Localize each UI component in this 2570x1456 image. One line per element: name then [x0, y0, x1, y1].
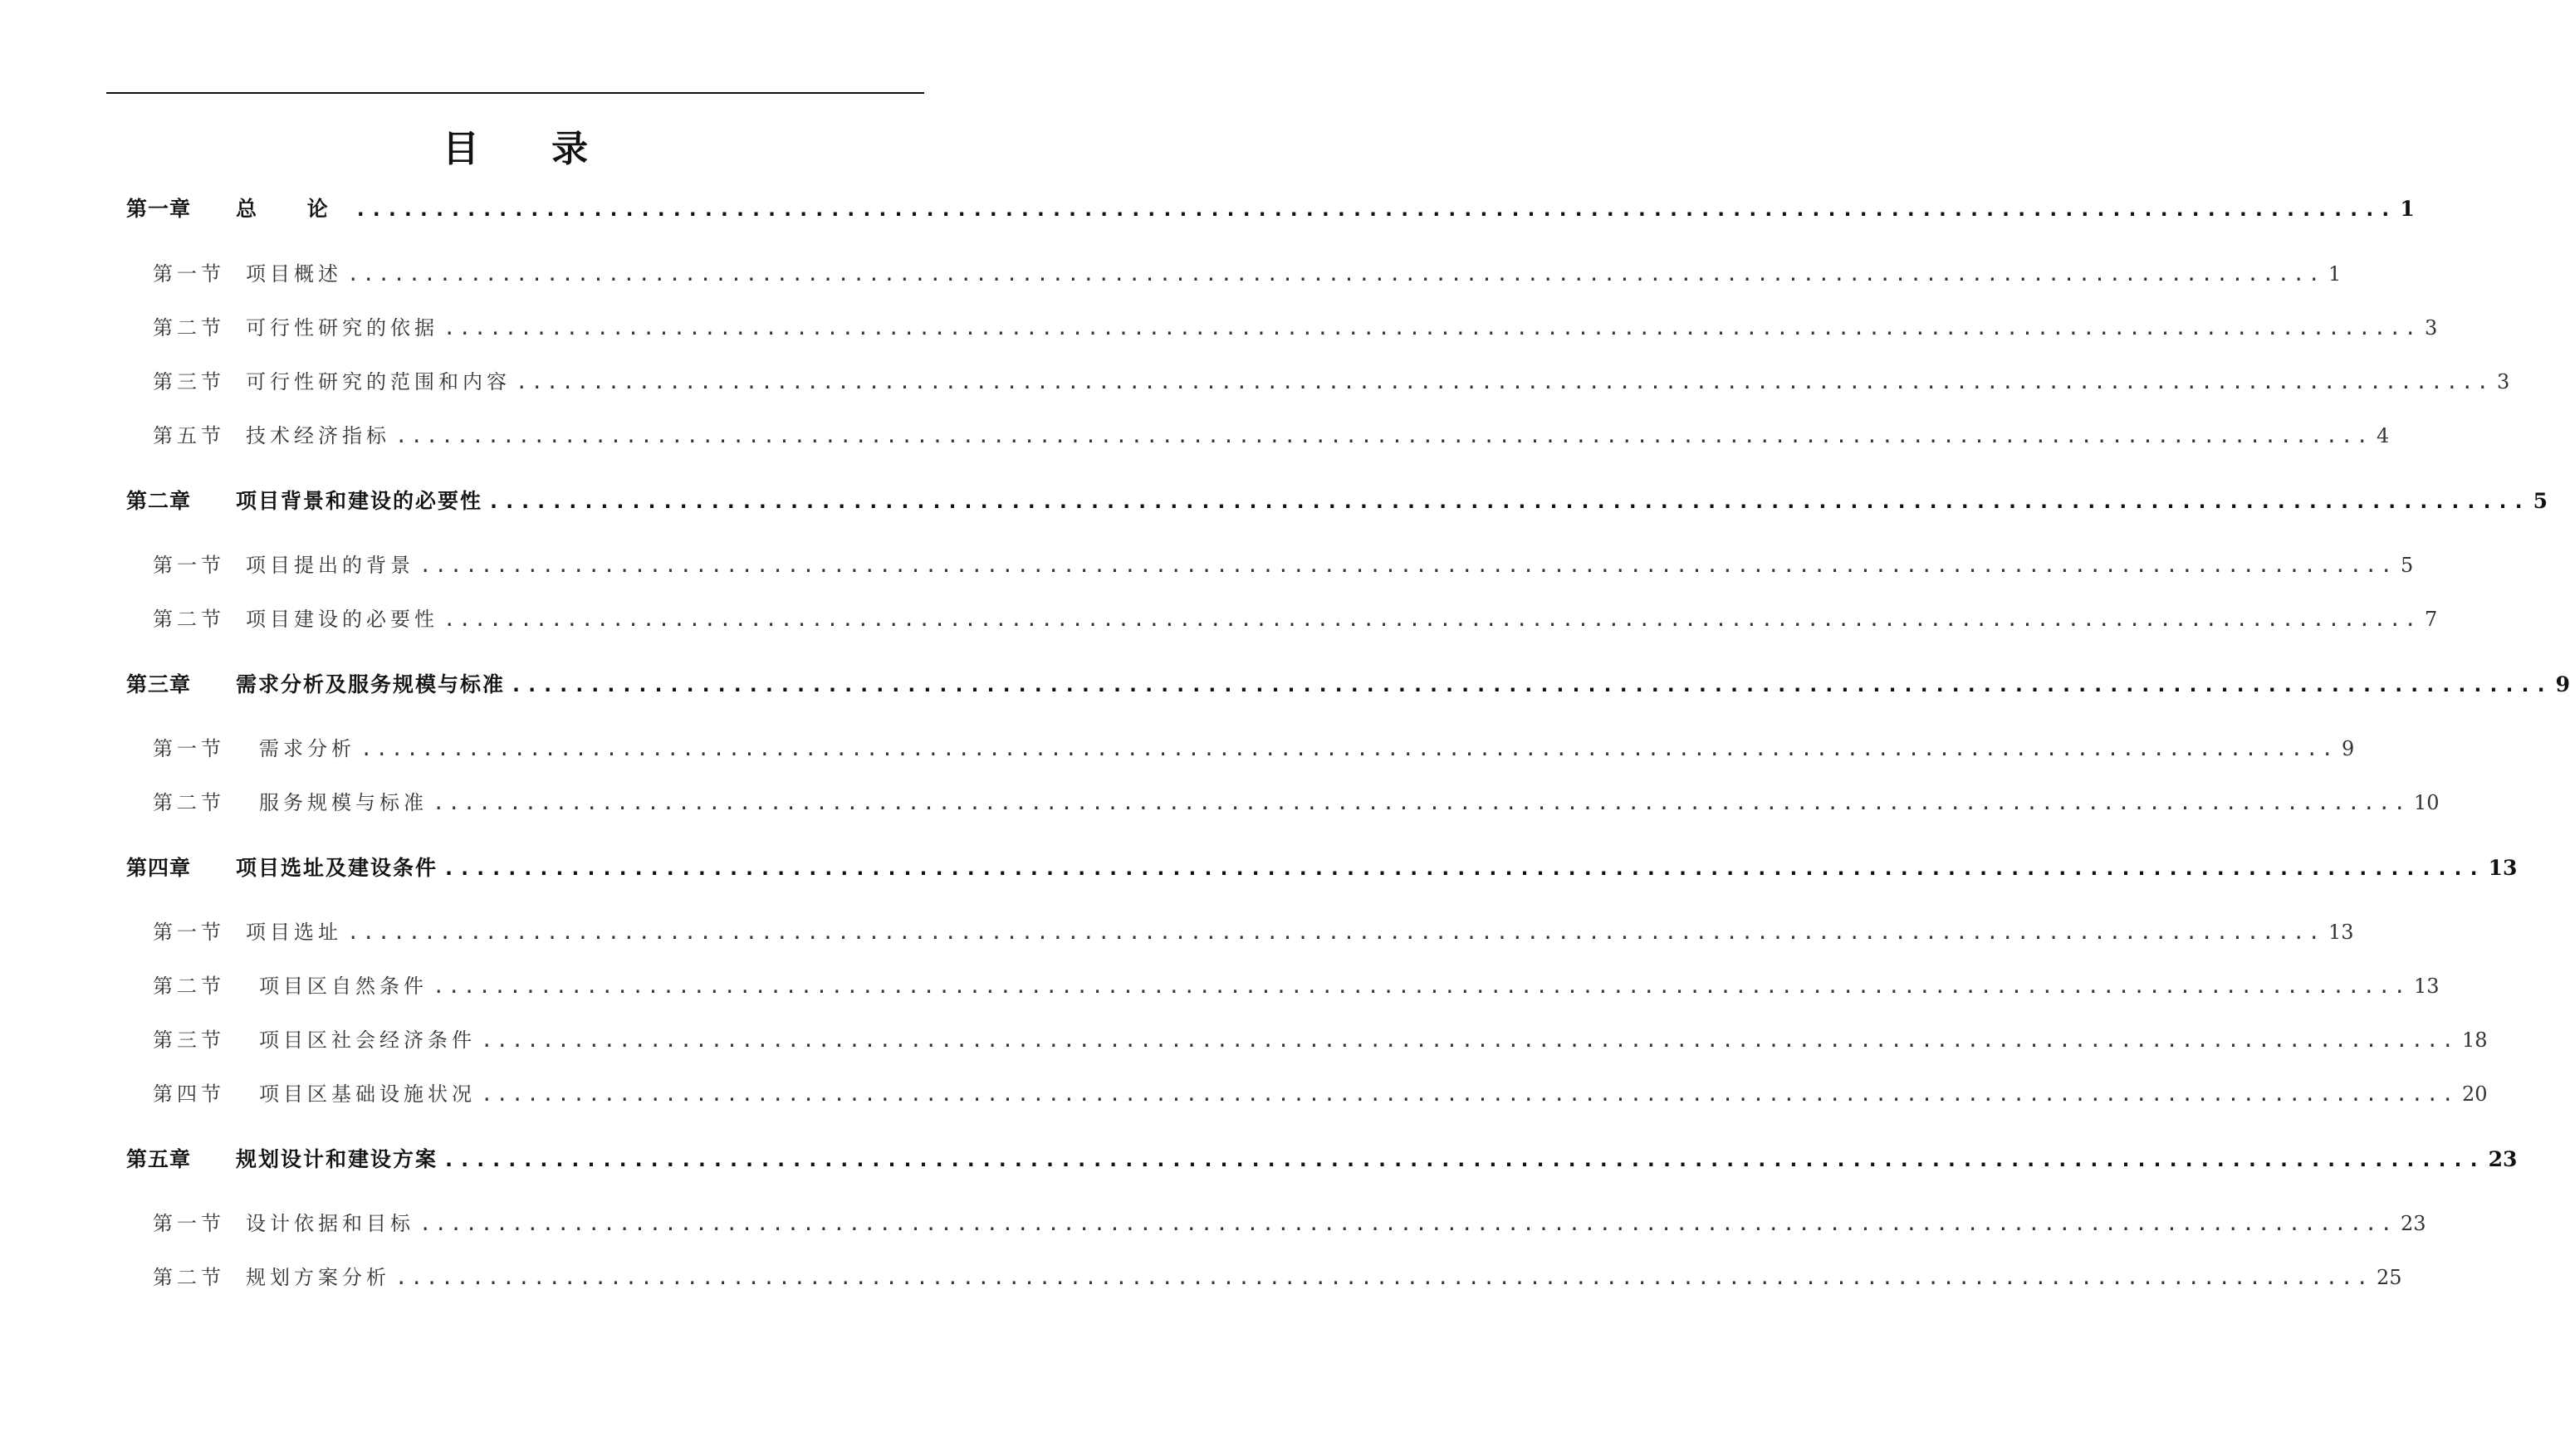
- toc-page-number: 5: [2400, 554, 2414, 577]
- toc-entry-number: 第二节: [153, 316, 225, 340]
- toc-entry-number: 第二节: [153, 791, 225, 814]
- toc-section[interactable]: [153, 970, 2440, 1003]
- toc-title: 目 录: [442, 128, 619, 170]
- toc-page-number: 23: [2400, 1212, 2426, 1235]
- toc-page-number: 5: [2533, 489, 2548, 513]
- toc-entry-number: 第五章: [126, 1147, 192, 1171]
- toc-page-number: 18: [2461, 1028, 2488, 1052]
- toc-page-number: 13: [2328, 921, 2354, 944]
- toc-entry-number: 第四章: [126, 856, 192, 880]
- toc-section[interactable]: [153, 257, 2342, 291]
- toc-section[interactable]: [153, 549, 2414, 582]
- toc-section[interactable]: [153, 311, 2438, 344]
- toc-entry-number: 第五节: [153, 424, 225, 447]
- toc-entry-title: 项目选址: [246, 921, 342, 944]
- toc-page-number: 13: [2413, 975, 2440, 998]
- toc-entry-number: 第二节: [153, 975, 225, 998]
- toc-entry-title: 项目区基础设施状况: [259, 1082, 476, 1106]
- toc-page-number: 3: [2496, 370, 2510, 393]
- toc-section[interactable]: [153, 419, 2390, 452]
- toc-section[interactable]: [153, 1261, 2402, 1294]
- toc-section[interactable]: [153, 1207, 2426, 1240]
- header-rule: [106, 92, 924, 94]
- toc-entry-title: 可行性研究的范围和内容: [246, 370, 511, 393]
- toc-dot-leader: .................................................................................................................................: [360, 737, 2337, 760]
- toc-entry-number: 第二节: [153, 1266, 225, 1289]
- toc-dot-leader: .................................................................................................................................: [487, 489, 2528, 513]
- toc-chapter-5[interactable]: [126, 1143, 2518, 1176]
- toc-section[interactable]: [153, 786, 2440, 819]
- toc-entry-number: 第二章: [126, 489, 192, 513]
- toc-page-number: 1: [2328, 262, 2342, 286]
- toc-entry-number: 第三节: [153, 1028, 225, 1052]
- toc-entry-title: 设计依据和目标: [246, 1212, 414, 1235]
- toc-dot-leader: .................................................................................................................................: [419, 1212, 2396, 1235]
- toc-section[interactable]: [153, 603, 2438, 636]
- toc-entry-title: 可行性研究的依据: [246, 316, 438, 340]
- toc-dot-leader: .................................................................................................................................: [395, 1266, 2372, 1289]
- toc-entry-title: 项目提出的背景: [246, 554, 414, 577]
- toc-page-number: 23: [2488, 1147, 2518, 1171]
- toc-page-number: 9: [2341, 737, 2355, 760]
- toc-page-number: 3: [2424, 316, 2438, 340]
- toc-section[interactable]: [153, 1024, 2488, 1057]
- toc-entry-title: 规划方案分析: [246, 1266, 390, 1289]
- toc-entry-number: 第一节: [153, 554, 225, 577]
- toc-dot-leader: .................................................................................................................................: [443, 316, 2420, 340]
- toc-section[interactable]: [153, 365, 2510, 398]
- toc-section[interactable]: [153, 1077, 2488, 1111]
- toc-entry-number: 第二节: [153, 608, 225, 631]
- toc-page-number: 4: [2376, 424, 2390, 447]
- toc-entry-title: 规划设计和建设方案: [236, 1147, 438, 1171]
- toc-entry-title: 需求分析: [259, 737, 355, 760]
- toc-entry-number: 第三节: [153, 370, 225, 393]
- toc-entry-number: 第三章: [126, 672, 192, 696]
- toc-chapter-2[interactable]: [126, 485, 2548, 518]
- toc-entry-title: 技术经济指标: [246, 424, 390, 447]
- toc-dot-leader: .................................................................................................................................: [433, 975, 2409, 998]
- toc-section[interactable]: [153, 732, 2355, 765]
- toc-chapter-3[interactable]: [126, 668, 2570, 701]
- toc-dot-leader: .................................................................................................................................: [347, 921, 2323, 944]
- toc-dot-leader: .................................................................................................................................: [443, 856, 2484, 880]
- toc-section[interactable]: [153, 916, 2354, 949]
- toc-page-number: 1: [2400, 197, 2415, 221]
- toc-dot-leader: .................................................................................................................................: [419, 554, 2396, 577]
- toc-page-number: 10: [2413, 791, 2440, 814]
- toc-entry-title: 项目建设的必要性: [246, 608, 438, 631]
- toc-dot-leader: .................................................................................................................................: [481, 1082, 2457, 1106]
- toc-entry-number: 第四节: [153, 1082, 225, 1106]
- toc-entry-title: 需求分析及服务规模与标准: [236, 672, 506, 696]
- toc-dot-leader: .................................................................................................................................: [510, 672, 2551, 696]
- toc-dot-leader: .................................................................................................................................: [395, 424, 2372, 447]
- toc-entry-number: 第一节: [153, 1212, 225, 1235]
- toc-dot-leader: .................................................................................................................................: [347, 262, 2323, 286]
- toc-dot-leader: .................................................................................................................................: [354, 197, 2396, 221]
- toc-entry-title: 总 论: [236, 197, 350, 221]
- toc-entry-number: 第一节: [153, 737, 225, 760]
- toc-entry-number: 第一节: [153, 262, 225, 286]
- toc-chapter-4[interactable]: [126, 852, 2518, 885]
- toc-entry-title: 项目概述: [246, 262, 342, 286]
- toc-entry-number: 第一节: [153, 921, 225, 944]
- toc-entry-title: 项目背景和建设的必要性: [236, 489, 483, 513]
- toc-entry-title: 服务规模与标准: [259, 791, 428, 814]
- toc-page-number: 9: [2555, 672, 2570, 696]
- toc-entry-number: 第一章: [126, 197, 192, 221]
- toc-entry-title: 项目区社会经济条件: [259, 1028, 476, 1052]
- toc-page-number: 13: [2488, 856, 2518, 880]
- toc-dot-leader: .................................................................................................................................: [443, 608, 2420, 631]
- toc-dot-leader: .................................................................................................................................: [443, 1147, 2484, 1171]
- toc-dot-leader: .................................................................................................................................: [516, 370, 2492, 393]
- toc-page-number: 7: [2424, 608, 2438, 631]
- toc-dot-leader: .................................................................................................................................: [481, 1028, 2457, 1052]
- toc-chapter-1[interactable]: [126, 193, 2415, 226]
- toc-page-number: 20: [2461, 1082, 2488, 1106]
- toc-dot-leader: .................................................................................................................................: [433, 791, 2409, 814]
- toc-entry-title: 项目选址及建设条件: [236, 856, 438, 880]
- toc-entry-title: 项目区自然条件: [259, 975, 428, 998]
- toc-page-number: 25: [2376, 1266, 2402, 1289]
